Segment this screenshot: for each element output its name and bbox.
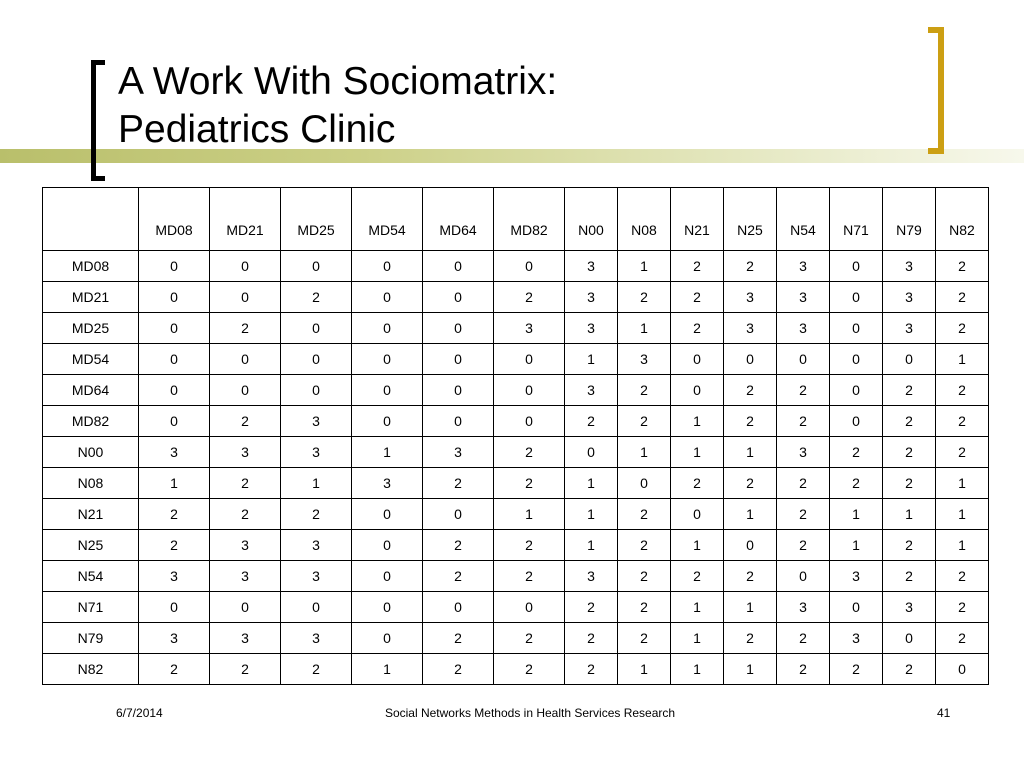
matrix-cell: 2	[423, 623, 494, 654]
column-header-md08: MD08	[139, 188, 210, 251]
matrix-cell: 2	[724, 468, 777, 499]
matrix-cell: 0	[423, 282, 494, 313]
matrix-cell: 0	[210, 592, 281, 623]
table-row	[43, 623, 989, 654]
matrix-cell: 3	[565, 251, 618, 282]
matrix-cell: 3	[281, 437, 352, 468]
matrix-cell: 3	[724, 282, 777, 313]
matrix-cell: 2	[281, 499, 352, 530]
matrix-cell: 2	[777, 623, 830, 654]
matrix-cell: 2	[936, 561, 989, 592]
matrix-cell: 0	[210, 344, 281, 375]
matrix-cell: 3	[777, 282, 830, 313]
matrix-cell: 2	[139, 530, 210, 561]
left-bracket-decoration	[91, 60, 105, 181]
row-header-n54: N54	[43, 561, 139, 592]
row-header-md25: MD25	[43, 313, 139, 344]
matrix-cell: 1	[565, 344, 618, 375]
row-header-n25: N25	[43, 530, 139, 561]
matrix-cell: 0	[139, 406, 210, 437]
matrix-cell: 2	[210, 499, 281, 530]
matrix-cell: 0	[281, 313, 352, 344]
matrix-cell: 0	[830, 313, 883, 344]
matrix-cell: 0	[281, 592, 352, 623]
table-row	[43, 375, 989, 406]
matrix-cell: 2	[494, 530, 565, 561]
matrix-cell: 2	[883, 654, 936, 685]
matrix-cell: 3	[210, 530, 281, 561]
slide-title-line-1: A Work With Sociomatrix:	[118, 60, 558, 103]
matrix-cell: 1	[936, 344, 989, 375]
matrix-cell: 0	[352, 406, 423, 437]
matrix-cell: 0	[830, 406, 883, 437]
matrix-cell: 0	[423, 406, 494, 437]
matrix-cell: 2	[936, 437, 989, 468]
matrix-cell: 3	[830, 623, 883, 654]
page-number: 41	[937, 706, 951, 720]
matrix-cell: 2	[618, 375, 671, 406]
matrix-cell: 0	[352, 251, 423, 282]
row-header-md54: MD54	[43, 344, 139, 375]
matrix-cell: 0	[352, 530, 423, 561]
table-row	[43, 282, 989, 313]
matrix-cell: 0	[423, 251, 494, 282]
matrix-cell: 2	[936, 592, 989, 623]
row-header-md64: MD64	[43, 375, 139, 406]
matrix-cell: 2	[494, 437, 565, 468]
matrix-cell: 1	[671, 530, 724, 561]
matrix-cell: 0	[883, 623, 936, 654]
matrix-cell: 2	[671, 251, 724, 282]
table-row	[43, 530, 989, 561]
matrix-cell: 1	[671, 592, 724, 623]
row-header-n00: N00	[43, 437, 139, 468]
row-header-n71: N71	[43, 592, 139, 623]
matrix-cell: 0	[494, 592, 565, 623]
matrix-cell: 0	[494, 251, 565, 282]
matrix-cell: 0	[494, 375, 565, 406]
matrix-cell: 0	[281, 344, 352, 375]
matrix-cell: 0	[423, 499, 494, 530]
table-row	[43, 344, 989, 375]
matrix-cell: 2	[830, 468, 883, 499]
column-header-n82: N82	[936, 188, 989, 251]
matrix-cell: 2	[883, 561, 936, 592]
matrix-cell: 0	[352, 375, 423, 406]
matrix-cell: 3	[210, 623, 281, 654]
matrix-cell: 2	[936, 313, 989, 344]
column-header-n71: N71	[830, 188, 883, 251]
matrix-cell: 2	[618, 592, 671, 623]
matrix-cell: 2	[494, 282, 565, 313]
matrix-cell: 3	[777, 313, 830, 344]
table-row	[43, 406, 989, 437]
matrix-cell: 2	[139, 499, 210, 530]
slide-title	[118, 58, 557, 154]
matrix-cell: 0	[352, 313, 423, 344]
column-header-n25: N25	[724, 188, 777, 251]
matrix-cell: 1	[830, 530, 883, 561]
matrix-cell: 3	[777, 592, 830, 623]
table-body	[43, 251, 989, 685]
sociomatrix-table-container	[42, 187, 989, 685]
column-header-n00: N00	[565, 188, 618, 251]
matrix-cell: 3	[883, 592, 936, 623]
table-row	[43, 251, 989, 282]
matrix-cell: 2	[210, 468, 281, 499]
matrix-cell: 3	[565, 561, 618, 592]
table-row	[43, 654, 989, 685]
matrix-cell: 2	[830, 437, 883, 468]
matrix-cell: 0	[423, 313, 494, 344]
table-row	[43, 437, 989, 468]
matrix-cell: 1	[671, 654, 724, 685]
matrix-cell: 2	[618, 561, 671, 592]
matrix-cell: 3	[565, 282, 618, 313]
matrix-cell: 2	[618, 623, 671, 654]
matrix-cell: 3	[139, 437, 210, 468]
matrix-cell: 1	[724, 437, 777, 468]
matrix-cell: 1	[936, 468, 989, 499]
matrix-cell: 2	[671, 282, 724, 313]
matrix-cell: 1	[618, 654, 671, 685]
matrix-cell: 1	[618, 313, 671, 344]
matrix-cell: 3	[281, 561, 352, 592]
matrix-cell: 1	[139, 468, 210, 499]
matrix-cell: 0	[883, 344, 936, 375]
matrix-cell: 2	[423, 468, 494, 499]
matrix-cell: 3	[883, 282, 936, 313]
matrix-cell: 1	[936, 530, 989, 561]
matrix-cell: 2	[936, 251, 989, 282]
matrix-cell: 0	[494, 344, 565, 375]
matrix-cell: 1	[565, 468, 618, 499]
matrix-cell: 2	[936, 282, 989, 313]
matrix-cell: 0	[830, 344, 883, 375]
slide-title-line-2: Pediatrics Clinic	[118, 108, 396, 151]
matrix-cell: 0	[423, 592, 494, 623]
matrix-cell: 0	[139, 375, 210, 406]
matrix-cell: 2	[830, 654, 883, 685]
matrix-cell: 0	[618, 468, 671, 499]
matrix-cell: 3	[565, 375, 618, 406]
matrix-cell: 2	[423, 654, 494, 685]
matrix-cell: 0	[281, 375, 352, 406]
column-header-n54: N54	[777, 188, 830, 251]
matrix-cell: 2	[724, 561, 777, 592]
matrix-cell: 2	[494, 654, 565, 685]
matrix-cell: 0	[352, 499, 423, 530]
matrix-cell: 0	[494, 406, 565, 437]
matrix-cell: 1	[494, 499, 565, 530]
matrix-cell: 0	[777, 561, 830, 592]
matrix-cell: 0	[671, 375, 724, 406]
matrix-cell: 3	[830, 561, 883, 592]
matrix-cell: 1	[618, 251, 671, 282]
table-header-row	[43, 188, 989, 251]
matrix-cell: 3	[210, 561, 281, 592]
matrix-cell: 3	[565, 313, 618, 344]
column-header-md25: MD25	[281, 188, 352, 251]
matrix-cell: 1	[671, 406, 724, 437]
matrix-cell: 1	[281, 468, 352, 499]
matrix-cell: 2	[494, 623, 565, 654]
table-row	[43, 561, 989, 592]
matrix-cell: 3	[281, 623, 352, 654]
matrix-cell: 2	[494, 561, 565, 592]
matrix-cell: 0	[777, 344, 830, 375]
matrix-cell: 1	[830, 499, 883, 530]
footer-title: Social Networks Methods in Health Services Research	[384, 706, 676, 720]
matrix-cell: 3	[281, 530, 352, 561]
table-corner-cell	[43, 188, 139, 251]
table-row	[43, 499, 989, 530]
matrix-cell: 3	[883, 251, 936, 282]
matrix-cell: 2	[210, 654, 281, 685]
matrix-cell: 0	[210, 375, 281, 406]
matrix-cell: 0	[139, 282, 210, 313]
matrix-cell: 0	[352, 344, 423, 375]
matrix-cell: 2	[618, 530, 671, 561]
matrix-cell: 1	[883, 499, 936, 530]
matrix-cell: 2	[618, 282, 671, 313]
row-header-n21: N21	[43, 499, 139, 530]
matrix-cell: 1	[724, 592, 777, 623]
row-header-md82: MD82	[43, 406, 139, 437]
matrix-cell: 0	[139, 251, 210, 282]
matrix-cell: 0	[671, 499, 724, 530]
matrix-cell: 1	[352, 654, 423, 685]
matrix-cell: 1	[671, 437, 724, 468]
matrix-cell: 0	[139, 344, 210, 375]
matrix-cell: 2	[565, 654, 618, 685]
matrix-cell: 0	[724, 344, 777, 375]
matrix-cell: 0	[281, 251, 352, 282]
matrix-cell: 3	[139, 623, 210, 654]
row-header-n82: N82	[43, 654, 139, 685]
matrix-cell: 2	[724, 375, 777, 406]
column-header-md82: MD82	[494, 188, 565, 251]
matrix-cell: 0	[830, 251, 883, 282]
matrix-cell: 3	[139, 561, 210, 592]
matrix-cell: 0	[352, 592, 423, 623]
matrix-cell: 2	[777, 406, 830, 437]
matrix-cell: 2	[777, 530, 830, 561]
matrix-cell: 0	[210, 282, 281, 313]
matrix-cell: 2	[281, 282, 352, 313]
matrix-cell: 2	[777, 499, 830, 530]
matrix-cell: 0	[352, 623, 423, 654]
matrix-cell: 0	[565, 437, 618, 468]
matrix-cell: 2	[883, 406, 936, 437]
matrix-cell: 2	[883, 530, 936, 561]
matrix-cell: 0	[671, 344, 724, 375]
matrix-cell: 1	[724, 654, 777, 685]
matrix-cell: 2	[883, 375, 936, 406]
matrix-cell: 0	[352, 282, 423, 313]
matrix-cell: 2	[281, 654, 352, 685]
matrix-cell: 2	[777, 654, 830, 685]
sociomatrix-table	[42, 187, 989, 685]
row-header-md08: MD08	[43, 251, 139, 282]
matrix-cell: 2	[777, 375, 830, 406]
matrix-cell: 2	[494, 468, 565, 499]
matrix-cell: 2	[618, 406, 671, 437]
footer-date: 6/7/2014	[116, 706, 163, 720]
matrix-cell: 2	[423, 530, 494, 561]
matrix-cell: 1	[671, 623, 724, 654]
column-header-n21: N21	[671, 188, 724, 251]
matrix-cell: 2	[671, 313, 724, 344]
matrix-cell: 0	[352, 561, 423, 592]
matrix-cell: 3	[618, 344, 671, 375]
matrix-cell: 2	[936, 623, 989, 654]
column-header-n79: N79	[883, 188, 936, 251]
matrix-cell: 0	[423, 344, 494, 375]
column-header-n08: N08	[618, 188, 671, 251]
matrix-cell: 2	[565, 623, 618, 654]
matrix-cell: 3	[494, 313, 565, 344]
matrix-cell: 2	[936, 375, 989, 406]
matrix-cell: 0	[423, 375, 494, 406]
matrix-cell: 2	[565, 592, 618, 623]
matrix-cell: 2	[883, 437, 936, 468]
matrix-cell: 3	[777, 251, 830, 282]
matrix-cell: 2	[671, 468, 724, 499]
matrix-cell: 3	[883, 313, 936, 344]
matrix-cell: 3	[210, 437, 281, 468]
matrix-cell: 2	[565, 406, 618, 437]
matrix-cell: 2	[618, 499, 671, 530]
matrix-cell: 2	[210, 406, 281, 437]
column-header-md21: MD21	[210, 188, 281, 251]
matrix-cell: 0	[936, 654, 989, 685]
matrix-cell: 0	[139, 592, 210, 623]
matrix-cell: 0	[830, 592, 883, 623]
matrix-cell: 2	[724, 251, 777, 282]
column-header-md54: MD54	[352, 188, 423, 251]
matrix-cell: 2	[423, 561, 494, 592]
row-header-md21: MD21	[43, 282, 139, 313]
matrix-cell: 2	[724, 623, 777, 654]
right-bracket-decoration	[928, 27, 944, 154]
matrix-cell: 3	[724, 313, 777, 344]
matrix-cell: 1	[618, 437, 671, 468]
matrix-cell: 1	[565, 530, 618, 561]
matrix-cell: 2	[210, 313, 281, 344]
matrix-cell: 1	[724, 499, 777, 530]
matrix-cell: 2	[139, 654, 210, 685]
table-row	[43, 313, 989, 344]
matrix-cell: 2	[671, 561, 724, 592]
matrix-cell: 2	[777, 468, 830, 499]
table-row	[43, 592, 989, 623]
column-header-md64: MD64	[423, 188, 494, 251]
matrix-cell: 0	[724, 530, 777, 561]
matrix-cell: 1	[352, 437, 423, 468]
matrix-cell: 1	[565, 499, 618, 530]
matrix-cell: 0	[210, 251, 281, 282]
matrix-cell: 3	[281, 406, 352, 437]
matrix-cell: 3	[777, 437, 830, 468]
matrix-cell: 3	[423, 437, 494, 468]
matrix-cell: 3	[352, 468, 423, 499]
matrix-cell: 2	[883, 468, 936, 499]
matrix-cell: 0	[830, 282, 883, 313]
row-header-n08: N08	[43, 468, 139, 499]
matrix-cell: 0	[139, 313, 210, 344]
table-row	[43, 468, 989, 499]
matrix-cell: 2	[724, 406, 777, 437]
matrix-cell: 0	[830, 375, 883, 406]
matrix-cell: 2	[936, 406, 989, 437]
row-header-n79: N79	[43, 623, 139, 654]
matrix-cell: 1	[936, 499, 989, 530]
